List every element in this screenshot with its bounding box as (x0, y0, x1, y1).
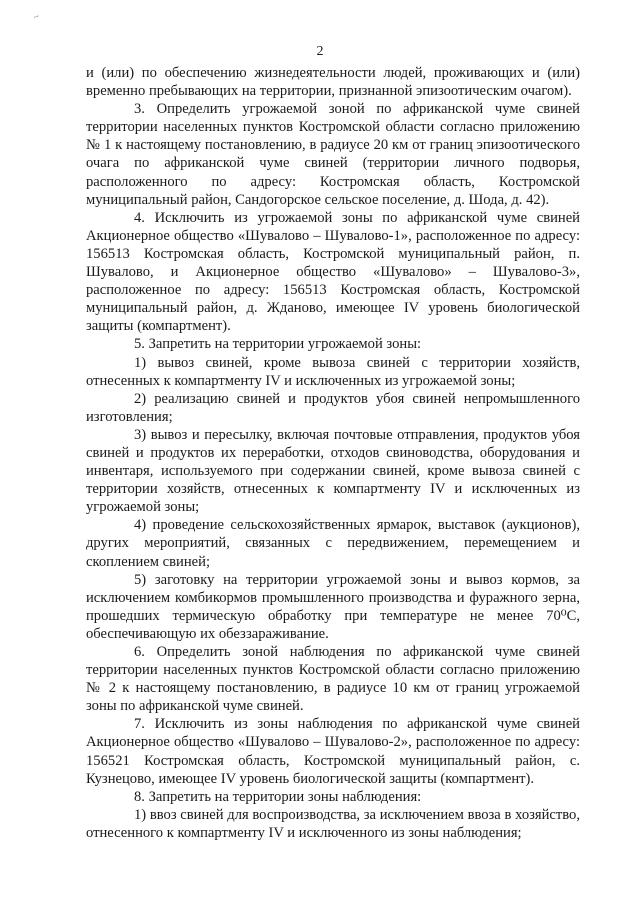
paragraph-item-7: 7. Исключить из зоны наблюдения по африканской чуме свиней Акционерное общество «Шувалово – Шувалово-2», расположенное по адресу: 156521 Костромская область, Костромской муниципальный район, с. Кузнецово, имеющее IV уровень биологической защиты (компартмент). (86, 716, 580, 787)
paragraph-continuation: и (или) по обеспечению жизнедеятельности людей, проживающих и (или) временно пребывающих на территории, признанной эпизоотическим очагом). (86, 65, 580, 100)
scan-artifact: ~ (31, 11, 42, 24)
paragraph-item-3: 3. Определить угрожаемой зоной по африканской чуме свиней территории населенных пунктов Костромской области согласно приложению № 1 к настоящему постановлению, в радиусе 20 км от границ эпизоотического очага по африканской чуме свиней (территории личного подворья, расположенного по адресу: Костромская область, Костромской муниципальный район, Сандогорское сельское поселение, д. Шода, д. 42). (86, 101, 580, 208)
paragraph-item-5: 5. Запретить на территории угрожаемой зоны: (134, 336, 422, 353)
page-number: 2 (316, 44, 324, 59)
document-body (86, 64, 580, 842)
subitem-5-1: 1) вывоз свиней, кроме вывоза свиней с территории хозяйств, отнесенных к компартменту IV и исключенных из угрожаемой зоны; (86, 354, 580, 389)
paragraph-item-6: 6. Определить зоной наблюдения по африканской чуме свиней территории населенных пунктов Костромской области согласно приложению № 2 к настоящему постановлению, в радиусе 10 км от границ угрожаемой зоны по африканской чуме свиней. (86, 644, 580, 715)
subitem-8-1: 1) ввоз свиней для воспроизводства, за исключением ввоза в хозяйство, отнесенного к компартменту IV и исключенного из зоны наблюдения; (86, 806, 580, 841)
subitem-5-4: 4) проведение сельскохозяйственных ярмарок, выставок (аукционов), других мероприятий, связанных с передвижением, перемещением и скоплением свиней; (86, 517, 580, 570)
subitem-5-5: 5) заготовку на территории угрожаемой зоны и вывоз кормов, за исключением комбикормов промышленного производства и фуражного зерна, прошедших термическую обработку при температуре не менее 70⁰С, обеспечивающую их обеззараживание. (86, 571, 580, 642)
subitem-5-2: 2) реализацию свиней и продуктов убоя свиней непромышленного изготовления; (86, 390, 580, 425)
subitem-5-3: 3) вывоз и пересылку, включая почтовые отправления, продуктов убоя свиней и продуктов их переработки, отходов свиноводства, оборудования и инвентаря, используемого при содержании свиней, кроме вывоза свиней с территории хозяйств, отнесенных к компартменту IV и исключенных из угрожаемой зоны; (86, 426, 580, 516)
paragraph-item-8: 8. Запретить на территории зоны наблюдения: (134, 788, 422, 805)
paragraph-item-4: 4. Исключить из угрожаемой зоны по африканской чуме свиней Акционерное общество «Шувалово – Шувалово-1», расположенное по адресу: 156513 Костромская область, Костромской муниципальный район, п. Шувалово, и Акционерное общество «Шувалово» – Шувалово-3», расположенное по адресу: 156513 Костромская область, Костромской муниципальный район, д. Жданово, имеющее IV уровень биологической защиты (компартмент). (86, 209, 580, 335)
